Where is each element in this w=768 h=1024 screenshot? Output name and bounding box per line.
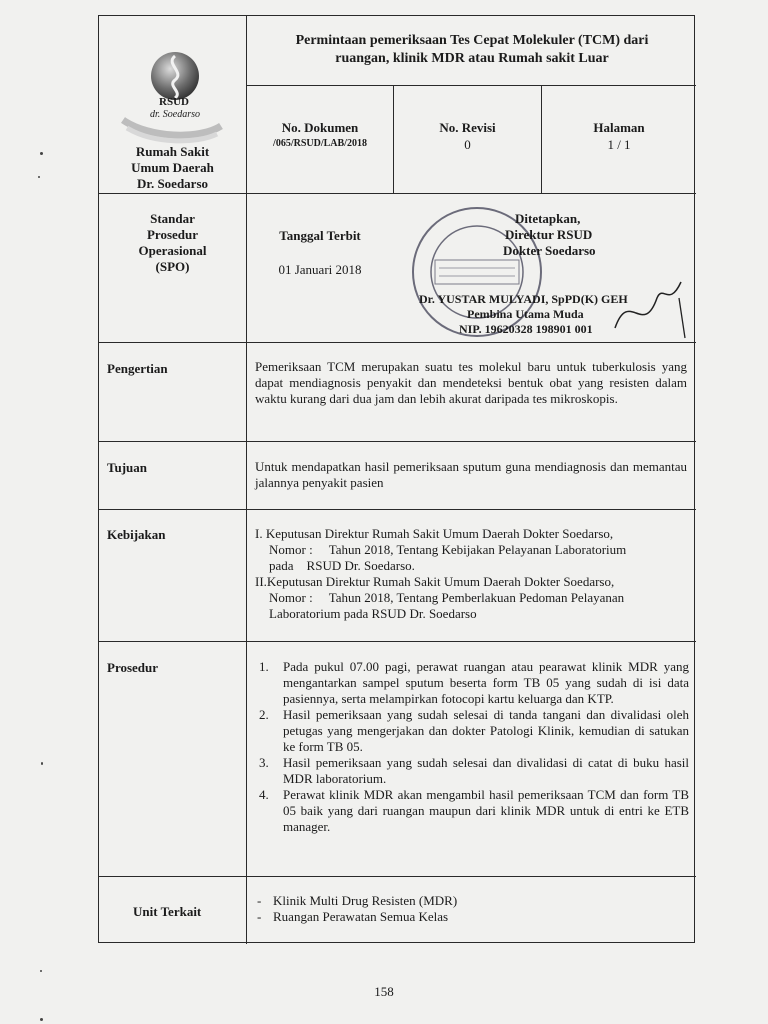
hospital-logo-block <box>99 16 246 193</box>
spo-line: Standar <box>150 211 195 226</box>
hospital-name-line: Dr. Soedarso <box>136 176 209 191</box>
prosedur-step <box>259 787 689 835</box>
pengertian-label: Pengertian <box>107 361 168 376</box>
spo-line: Operasional <box>138 243 207 258</box>
prosedur-step <box>259 707 689 755</box>
signatory-block <box>419 292 689 337</box>
kebijakan-line: Nomor : Tahun 2018, Tentang Pemberlakuan Pedoman Pelayanan <box>269 590 625 605</box>
unit-item: - Klinik Multi Drug Resisten (MDR) <box>257 893 687 909</box>
revision-label: No. Revisi <box>439 120 496 135</box>
kebijakan-list <box>255 526 695 622</box>
spo-document <box>98 15 695 943</box>
page-number: 158 <box>374 984 394 999</box>
row-divider <box>246 85 696 86</box>
row-divider <box>99 876 696 877</box>
page-cell <box>542 120 696 153</box>
kebijakan-line: Keputusan Direktur Rumah Sakit Umum Daerah Dokter Soedarso, <box>266 574 615 589</box>
signatory-rank: Pembina Utama Muda <box>467 307 584 321</box>
spo-label <box>99 211 246 275</box>
scan-speck <box>38 176 40 178</box>
approval-line: Dokter Soedarso <box>503 243 596 258</box>
doc-number-label: No. Dokumen <box>281 120 359 135</box>
kebijakan-label: Kebijakan <box>107 527 166 542</box>
step-number: 3. <box>259 755 269 770</box>
issue-date-label: Tanggal Terbit <box>279 228 361 243</box>
step-number: 1. <box>259 659 269 674</box>
page-label: Halaman <box>593 120 645 135</box>
kebijakan-line: pada RSUD Dr. Soedarso. <box>269 558 415 573</box>
hospital-name-line: Rumah Sakit <box>135 144 210 159</box>
step-text: Hasil pemeriksaan yang sudah selesai dan divalidasi di catat di buku hasil MDR laboratorium. <box>283 755 689 786</box>
step-number: 4. <box>259 787 269 802</box>
logo-text-name: dr. Soedarso <box>149 109 200 120</box>
row-divider <box>99 441 696 442</box>
approval-line: Ditetapkan, <box>515 211 581 226</box>
kebijakan-line: Keputusan Direktur Rumah Sakit Umum Daerah Dokter Soedarso, <box>265 526 614 541</box>
issue-date-cell <box>247 228 393 278</box>
prosedur-list <box>259 659 689 835</box>
unit-list <box>257 893 687 925</box>
kebijakan-num: II. <box>255 574 267 589</box>
step-text: Perawat klinik MDR akan mengambil hasil pemeriksaan TCM dan form TB 05 baik yang dari ruangan maupun dari klinik MDR untuk di entri ke ETB manager. <box>283 787 689 834</box>
logo-text-rsud: RSUD <box>159 96 189 108</box>
kebijakan-line: Laboratorium pada RSUD Dr. Soedarso <box>269 606 477 621</box>
tujuan-label: Tujuan <box>107 460 147 475</box>
step-number: 2. <box>259 707 269 722</box>
approval-line: Direktur RSUD <box>505 227 593 242</box>
revision-value: 0 <box>464 137 471 152</box>
spo-line: Prosedur <box>146 227 199 242</box>
scan-speck <box>40 970 42 972</box>
row-divider <box>99 193 696 194</box>
prosedur-step <box>259 755 689 787</box>
hospital-name <box>99 144 246 192</box>
spo-line: (SPO) <box>155 259 190 274</box>
unit-item: - Ruangan Perawatan Semua Kelas <box>257 909 687 925</box>
signatory-name: Dr. YUSTAR MULYADI, SpPD(K) GEH <box>419 292 628 306</box>
issue-date-value: 01 Januari 2018 <box>278 262 362 277</box>
row-divider <box>99 641 696 642</box>
unit-label: Unit Terkait <box>133 904 202 919</box>
step-text: Pada pukul 07.00 pagi, perawat ruangan atau pearawat klinik MDR yang mengantarkan sampel sputum beserta form TB 05 yang sudah di isi data pasiennya, serta melampirkan fotocopi kartu keluarga dan KTP. <box>283 659 689 706</box>
scan-speck <box>41 762 43 765</box>
tujuan-text: Untuk mendapatkan hasil pemeriksaan sputum guna mendiagnosis dan memantau jalannya penyakit pasien <box>255 459 687 490</box>
doc-number-cell <box>247 120 393 149</box>
column-divider <box>246 16 247 944</box>
doc-number-value: /065/RSUD/LAB/2018 <box>273 138 367 149</box>
document-title: Permintaan pemeriksaan Tes Cepat Molekuler (TCM) dari ruangan, klinik MDR atau Rumah sakit Luar <box>295 33 649 66</box>
kebijakan-item <box>255 574 695 622</box>
scan-speck <box>40 1018 43 1021</box>
pengertian-text: Pemeriksaan TCM merupakan suatu tes molekul baru untuk tuberkulosis yang dapat mendiagnosis penyakit dan mendeteksi bentuk obat yang resisten dalam waktu kurang dari dua jam dan lebih akurat daripada tes mikroskopis. <box>255 359 687 406</box>
row-divider <box>99 509 696 510</box>
kebijakan-line: Nomor : Tahun 2018, Tentang Kebijakan Pelayanan Laboratorium <box>269 542 627 557</box>
prosedur-label: Prosedur <box>107 660 159 675</box>
prosedur-step <box>259 659 689 707</box>
signatory-nip: NIP. 19620328 198901 001 <box>459 322 593 336</box>
kebijakan-item <box>255 526 695 574</box>
hospital-name-line: Umum Daerah <box>131 160 214 175</box>
hospital-logo <box>99 16 246 156</box>
row-divider <box>99 342 696 343</box>
revision-cell <box>394 120 541 153</box>
kebijakan-num: I. <box>255 526 263 541</box>
scan-speck <box>40 152 43 155</box>
page-value: 1 / 1 <box>607 137 631 152</box>
approval-block <box>497 211 687 259</box>
step-text: Hasil pemeriksaan yang sudah selesai di tanda tangani dan divalidasi oleh petugas yang mengerjakan dan dokter Patologi Klinik, kemudian di satukan ke form TB 05. <box>283 707 689 754</box>
